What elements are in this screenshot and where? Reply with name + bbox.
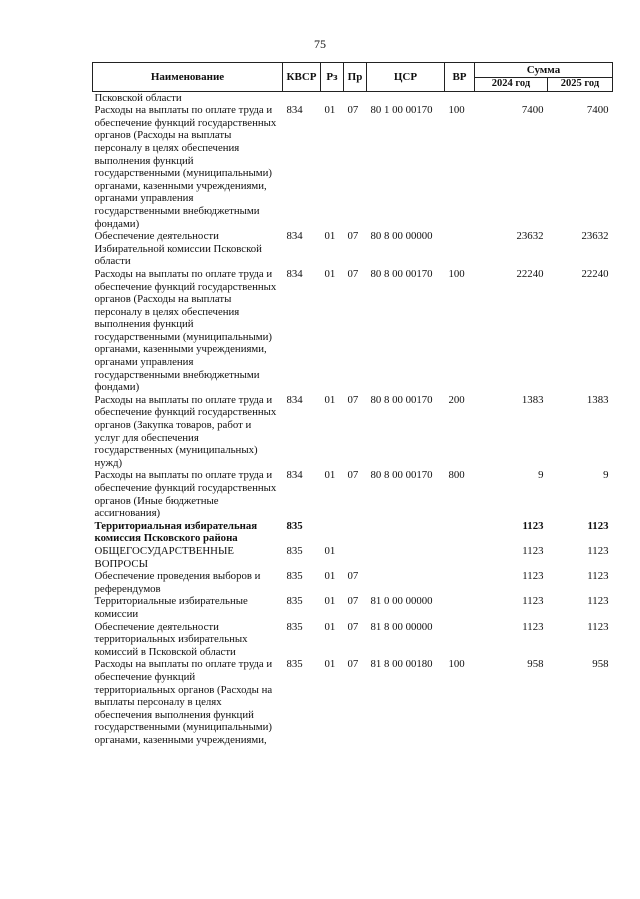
cell-pr: 07 [347,595,359,608]
cell-sum-2024: 1123 [522,544,544,557]
cell-csr [367,91,445,104]
cell-name: Расходы на выплаты по оплате труда и обеспечение функций государственных органов (Расходы на выплаты персоналу в целях обеспечения выполнения функций государственными (муниципальными) органами, казенными учреждениями, органами управления государственными внебюджетными фондами) [94,104,277,230]
cell-rz: 01 [324,620,336,633]
cell-sum-2024: 1123 [522,620,544,633]
cell-sum-2024: 22240 [516,267,544,280]
cell-sum-2025: 1383 [586,393,609,406]
cell-csr [367,545,445,570]
cell-rz: 01 [324,595,336,608]
cell-sum-2024: 23632 [516,230,544,243]
cell-vr: 100 [448,658,465,671]
table-row [93,230,613,268]
cell-sum-2024: 1383 [521,393,544,406]
cell-csr: 81 0 00 00000 [370,595,433,608]
cell-sum-2025: 22240 [581,267,609,280]
cell-csr: 81 8 00 00180 [370,658,433,671]
cell-csr: 80 8 00 00170 [370,393,433,406]
table-row [93,595,613,620]
cell-name: Обеспечение деятельности Избирательной комиссии Псковской области [94,230,262,268]
cell-sum-2025: 1123 [587,595,609,608]
table-row [93,570,613,595]
table-row [93,621,613,659]
table-row [93,469,613,519]
cell-csr [367,520,445,545]
budget-table [92,62,613,746]
cell-vr: 100 [448,267,465,280]
cell-vr: 200 [448,393,465,406]
cell-vr [445,230,475,268]
table-header [93,63,613,92]
cell-kvsr: 834 [286,469,303,482]
cell-csr: 80 8 00 00000 [370,230,433,243]
cell-rz [321,91,344,104]
cell-vr: 800 [448,469,465,482]
cell-rz: 01 [324,570,336,583]
cell-name: Территориальные избирательные комиссии [94,595,248,620]
cell-pr: 07 [347,570,359,583]
header-pr: Пр [344,63,367,92]
cell-sum-2024: 958 [527,658,544,671]
cell-pr [344,91,367,104]
cell-pr [344,520,367,545]
cell-sum-2024 [475,91,548,104]
cell-kvsr [283,91,321,104]
header-year-2025: 2025 год [548,78,613,92]
cell-kvsr: 835 [286,620,303,633]
table-row [93,394,613,470]
cell-vr [445,595,475,620]
cell-kvsr: 834 [286,230,303,243]
header-kvsr: КВСР [283,63,321,92]
cell-sum-2025: 1123 [587,620,609,633]
table-body [93,91,613,746]
cell-name: Псковской области [94,91,182,104]
cell-pr [344,545,367,570]
table-row [93,520,613,545]
cell-kvsr: 835 [286,570,303,583]
cell-vr [445,570,475,595]
cell-pr: 07 [347,104,359,117]
table-row [93,268,613,394]
cell-sum-2025: 23632 [581,230,609,243]
header-year-2024: 2024 год [475,78,548,92]
cell-vr [445,621,475,659]
cell-pr: 07 [347,230,359,243]
header-vr: ВР [445,63,475,92]
cell-sum-2025: 958 [592,658,609,671]
table-row [93,545,613,570]
cell-rz: 01 [324,230,336,243]
cell-rz: 01 [324,104,336,117]
cell-kvsr: 835 [286,595,303,608]
cell-sum-2024: 1123 [522,570,544,583]
cell-csr: 80 1 00 00170 [370,104,433,117]
cell-pr: 07 [347,393,359,406]
cell-name: Расходы на выплаты по оплате труда и обеспечение функций государственных органов (Иные бюджетные ассигнования) [94,469,277,520]
cell-name: Расходы на выплаты по оплате труда и обеспечение функций территориальных органов (Расходы на выплаты персоналу в целях обеспечения выполнения функций государственными (муниципальными) органами, казенными учреждениями, [94,658,273,746]
cell-name: ОБЩЕГОСУДАРСТВЕННЫЕ ВОПРОСЫ [94,544,234,570]
cell-vr [445,520,475,545]
cell-rz: 01 [324,393,336,406]
table-row [93,91,613,104]
cell-rz [321,520,344,545]
table-row [93,104,613,230]
cell-sum-2025: 1123 [587,570,609,583]
cell-sum-2025: 1123 [587,519,609,532]
cell-name: Обеспечение деятельности территориальных избирательных комиссий в Псковской области [94,620,248,658]
cell-sum-2024: 9 [538,469,544,482]
cell-pr: 07 [347,658,359,671]
cell-kvsr: 835 [286,658,303,671]
cell-sum-2024: 1123 [522,595,544,608]
cell-sum-2024: 1123 [522,519,544,532]
page-number: 75 [314,37,326,51]
cell-kvsr: 834 [286,393,303,406]
cell-name: Обеспечение проведения выборов и референдумов [94,570,261,595]
cell-csr [367,570,445,595]
cell-sum-2025: 1123 [587,544,609,557]
header-rz: Рз [321,63,344,92]
cell-pr: 07 [347,620,359,633]
cell-sum-2024: 7400 [521,104,544,117]
cell-csr: 80 8 00 00170 [370,267,433,280]
cell-kvsr: 835 [286,519,303,532]
cell-sum-2025: 9 [603,469,609,482]
cell-rz: 01 [324,658,336,671]
cell-vr [445,545,475,570]
cell-rz: 01 [324,544,336,557]
cell-sum-2025: 7400 [586,104,609,117]
cell-rz: 01 [324,469,336,482]
header-sum: Сумма [475,63,613,78]
cell-name: Расходы на выплаты по оплате труда и обеспечение функций государственных органов (Расходы на выплаты персоналу в целях обеспечения выполнения функций государственными (муниципальными) органами, казенными учреждениями, органами управления государственными внебюджетными фондами) [94,267,277,394]
header-name: Наименование [93,63,283,92]
header-csr: ЦСР [367,63,445,92]
cell-pr: 07 [347,267,359,280]
cell-pr: 07 [347,469,359,482]
cell-vr [445,91,475,104]
cell-kvsr: 834 [286,267,303,280]
cell-kvsr: 834 [286,104,303,117]
cell-vr: 100 [448,104,465,117]
cell-rz: 01 [324,267,336,280]
cell-csr: 80 8 00 00170 [370,469,433,482]
cell-name: Расходы на выплаты по оплате труда и обеспечение функций государственных органов (Закупка товаров, работ и услуг для обеспечения государственных (муниципальных) нужд) [94,393,277,469]
table-row [93,658,613,746]
cell-kvsr: 835 [286,544,303,557]
cell-csr: 81 8 00 00000 [370,620,433,633]
cell-name: Территориальная избирательная комиссия Псковского района [94,519,258,545]
cell-sum-2025 [548,91,613,104]
